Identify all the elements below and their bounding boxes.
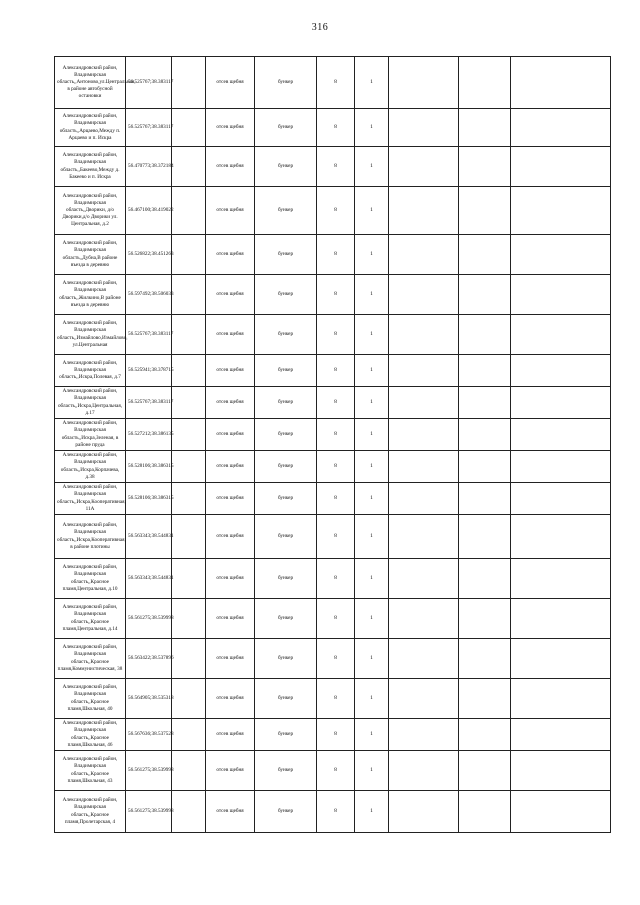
material-type-cell: отсев щебня <box>206 451 255 483</box>
empty-cell <box>459 639 511 679</box>
count-cell: 1 <box>355 315 389 355</box>
table-row <box>55 419 611 451</box>
table-row <box>55 57 611 109</box>
empty-cell <box>511 235 611 275</box>
table-row <box>55 559 611 599</box>
count-cell: 1 <box>355 451 389 483</box>
empty-cell <box>172 639 206 679</box>
empty-cell <box>459 599 511 639</box>
empty-cell <box>172 599 206 639</box>
count-cell: 1 <box>355 57 389 109</box>
coordinates-cell: 56.561275;38.539998 <box>126 599 172 639</box>
address-cell: Александровский район, Владимирская область,,Красное пламя,Школьная, 40 <box>55 679 126 719</box>
count-cell: 1 <box>355 751 389 791</box>
empty-cell <box>389 275 459 315</box>
table-row <box>55 515 611 559</box>
table-row <box>55 679 611 719</box>
volume-cell: 8 <box>317 791 355 833</box>
material-type-cell: отсев щебня <box>206 719 255 751</box>
empty-cell <box>511 187 611 235</box>
empty-cell <box>172 719 206 751</box>
empty-cell <box>511 275 611 315</box>
container-type-cell: бункер <box>255 235 317 275</box>
container-type-cell: бункер <box>255 791 317 833</box>
volume-cell: 8 <box>317 639 355 679</box>
coordinates-cell: 56.561275;38.539998 <box>126 751 172 791</box>
count-cell: 1 <box>355 419 389 451</box>
volume-cell: 8 <box>317 419 355 451</box>
empty-cell <box>172 679 206 719</box>
volume-cell: 8 <box>317 387 355 419</box>
address-cell: Александровский район, Владимирская область,,Арцаево,Между п. Арцаево и п. Искра <box>55 109 126 147</box>
coordinates-cell: 56.561275;38.539998 <box>126 791 172 833</box>
empty-cell <box>389 315 459 355</box>
count-cell: 1 <box>355 355 389 387</box>
empty-cell <box>511 147 611 187</box>
empty-cell <box>389 187 459 235</box>
empty-cell <box>511 109 611 147</box>
empty-cell <box>389 387 459 419</box>
empty-cell <box>511 679 611 719</box>
empty-cell <box>459 719 511 751</box>
volume-cell: 8 <box>317 355 355 387</box>
empty-cell <box>459 57 511 109</box>
empty-cell <box>511 483 611 515</box>
empty-cell <box>172 57 206 109</box>
coordinates-cell: 56.528106;38.386315 <box>126 451 172 483</box>
empty-cell <box>511 559 611 599</box>
empty-cell <box>459 679 511 719</box>
empty-cell <box>511 57 611 109</box>
waste-site-table <box>54 56 611 833</box>
material-type-cell: отсев щебня <box>206 791 255 833</box>
empty-cell <box>389 751 459 791</box>
empty-cell <box>172 559 206 599</box>
address-cell: Александровский район, Владимирская область,,Жилкино,В районе въезда в деревню <box>55 275 126 315</box>
table-row <box>55 719 611 751</box>
container-type-cell: бункер <box>255 719 317 751</box>
material-type-cell: отсев щебня <box>206 187 255 235</box>
empty-cell <box>459 451 511 483</box>
count-cell: 1 <box>355 599 389 639</box>
empty-cell <box>172 275 206 315</box>
table-row <box>55 483 611 515</box>
container-type-cell: бункер <box>255 275 317 315</box>
material-type-cell: отсев щебня <box>206 235 255 275</box>
address-cell: Александровский район, Владимирская область,,Бакеево,Между д. Бакеево и п. Искра <box>55 147 126 187</box>
empty-cell <box>172 109 206 147</box>
empty-cell <box>511 451 611 483</box>
coordinates-cell: 56.564905;38.535318 <box>126 679 172 719</box>
volume-cell: 8 <box>317 559 355 599</box>
coordinates-cell: 56.563343;38.544831 <box>126 559 172 599</box>
table-row <box>55 387 611 419</box>
material-type-cell: отсев щебня <box>206 57 255 109</box>
coordinates-cell: 56.526822;38.451263 <box>126 235 172 275</box>
empty-cell <box>389 559 459 599</box>
empty-cell <box>389 57 459 109</box>
container-type-cell: бункер <box>255 483 317 515</box>
container-type-cell: бункер <box>255 109 317 147</box>
coordinates-cell: 56.525767;38.383117 <box>126 109 172 147</box>
table-row <box>55 147 611 187</box>
container-type-cell: бункер <box>255 57 317 109</box>
material-type-cell: отсев щебня <box>206 483 255 515</box>
address-cell: Александровский район, Владимирская область,,Красное пламя,Пролетарская, 4 <box>55 791 126 833</box>
material-type-cell: отсев щебня <box>206 559 255 599</box>
container-type-cell: бункер <box>255 451 317 483</box>
empty-cell <box>389 147 459 187</box>
material-type-cell: отсев щебня <box>206 639 255 679</box>
empty-cell <box>172 791 206 833</box>
empty-cell <box>459 515 511 559</box>
empty-cell <box>459 483 511 515</box>
empty-cell <box>172 315 206 355</box>
coordinates-cell: 56.563343;38.544831 <box>126 515 172 559</box>
address-cell: Александровский район, Владимирская область,,Дубна,В районе въезда в деревню <box>55 235 126 275</box>
count-cell: 1 <box>355 515 389 559</box>
material-type-cell: отсев щебня <box>206 679 255 719</box>
table-row <box>55 109 611 147</box>
empty-cell <box>389 679 459 719</box>
empty-cell <box>389 235 459 275</box>
material-type-cell: отсев щебня <box>206 387 255 419</box>
table-row <box>55 791 611 833</box>
empty-cell <box>389 791 459 833</box>
empty-cell <box>389 451 459 483</box>
empty-cell <box>459 109 511 147</box>
material-type-cell: отсев щебня <box>206 275 255 315</box>
table-row <box>55 639 611 679</box>
table-row <box>55 275 611 315</box>
volume-cell: 8 <box>317 515 355 559</box>
address-cell: Александровский район, Владимирская область,,Искра,Корпачева, д.38 <box>55 451 126 483</box>
empty-cell <box>459 751 511 791</box>
empty-cell <box>389 355 459 387</box>
empty-cell <box>459 235 511 275</box>
table-row <box>55 599 611 639</box>
address-cell: Александровский район, Владимирская область,,Искра,Кооперативная, 11А <box>55 483 126 515</box>
empty-cell <box>389 419 459 451</box>
table-row <box>55 355 611 387</box>
address-cell: Александровский район, Владимирская область,,Искра,Кооперативная, в районе плотины <box>55 515 126 559</box>
empty-cell <box>172 147 206 187</box>
empty-cell <box>511 515 611 559</box>
volume-cell: 8 <box>317 483 355 515</box>
empty-cell <box>511 639 611 679</box>
container-type-cell: бункер <box>255 315 317 355</box>
empty-cell <box>172 187 206 235</box>
count-cell: 1 <box>355 559 389 599</box>
table-row <box>55 187 611 235</box>
container-type-cell: бункер <box>255 387 317 419</box>
empty-cell <box>389 599 459 639</box>
empty-cell <box>459 187 511 235</box>
table-row <box>55 451 611 483</box>
volume-cell: 8 <box>317 109 355 147</box>
empty-cell <box>172 515 206 559</box>
material-type-cell: отсев щебня <box>206 315 255 355</box>
material-type-cell: отсев щебня <box>206 515 255 559</box>
empty-cell <box>511 315 611 355</box>
empty-cell <box>172 451 206 483</box>
empty-cell <box>172 235 206 275</box>
empty-cell <box>511 355 611 387</box>
table-row <box>55 235 611 275</box>
volume-cell: 8 <box>317 315 355 355</box>
empty-cell <box>459 419 511 451</box>
empty-cell <box>459 275 511 315</box>
coordinates-cell: 56.567636;38.537528 <box>126 719 172 751</box>
page-number: 316 <box>311 22 329 33</box>
material-type-cell: отсев щебня <box>206 419 255 451</box>
address-cell: Александровский район, Владимирская область,,Красное пламя,Школьная, 46 <box>55 719 126 751</box>
volume-cell: 8 <box>317 147 355 187</box>
empty-cell <box>172 355 206 387</box>
empty-cell <box>389 719 459 751</box>
count-cell: 1 <box>355 147 389 187</box>
coordinates-cell: 56.597492;38.506033 <box>126 275 172 315</box>
count-cell: 1 <box>355 719 389 751</box>
container-type-cell: бункер <box>255 355 317 387</box>
volume-cell: 8 <box>317 57 355 109</box>
coordinates-cell: 56.528106;38.386315 <box>126 483 172 515</box>
empty-cell <box>459 315 511 355</box>
count-cell: 1 <box>355 679 389 719</box>
empty-cell <box>511 599 611 639</box>
volume-cell: 8 <box>317 751 355 791</box>
address-cell: Александровский район, Владимирская область,,Дворики, д/о Дворики,д/о Дворики ул. Центральная, д.2 <box>55 187 126 235</box>
coordinates-cell: 56.563422;38.537896 <box>126 639 172 679</box>
empty-cell <box>511 387 611 419</box>
count-cell: 1 <box>355 187 389 235</box>
empty-cell <box>511 719 611 751</box>
coordinates-cell: 56.470773;38.372184 <box>126 147 172 187</box>
volume-cell: 8 <box>317 451 355 483</box>
material-type-cell: отсев щебня <box>206 109 255 147</box>
count-cell: 1 <box>355 791 389 833</box>
coordinates-cell: 56.525767;38.383117 <box>126 57 172 109</box>
table-row <box>55 315 611 355</box>
address-cell: Александровский район, Владимирская область,,Измайлово,Измайлово, ул.Центральная <box>55 315 126 355</box>
container-type-cell: бункер <box>255 147 317 187</box>
coordinates-cell: 56.467100;38.419022 <box>126 187 172 235</box>
empty-cell <box>459 147 511 187</box>
empty-cell <box>511 751 611 791</box>
count-cell: 1 <box>355 109 389 147</box>
address-cell: Александровский район, Владимирская область,,Красное пламя,Центральная, д.14 <box>55 599 126 639</box>
material-type-cell: отсев щебня <box>206 147 255 187</box>
empty-cell <box>459 791 511 833</box>
empty-cell <box>459 355 511 387</box>
count-cell: 1 <box>355 483 389 515</box>
address-cell: Александровский район, Владимирская область,,Искра,Полевая, д.7 <box>55 355 126 387</box>
empty-cell <box>172 419 206 451</box>
container-type-cell: бункер <box>255 187 317 235</box>
address-cell: Александровский район, Владимирская область,,Красное пламя,Школьная, 43 <box>55 751 126 791</box>
empty-cell <box>172 387 206 419</box>
container-type-cell: бункер <box>255 599 317 639</box>
container-type-cell: бункер <box>255 679 317 719</box>
empty-cell <box>459 387 511 419</box>
table-row <box>55 751 611 791</box>
empty-cell <box>389 639 459 679</box>
material-type-cell: отсев щебня <box>206 599 255 639</box>
address-cell: Александровский район, Владимирская область,,Красное пламя,Коммунистическая, 38 <box>55 639 126 679</box>
material-type-cell: отсев щебня <box>206 355 255 387</box>
empty-cell <box>459 559 511 599</box>
volume-cell: 8 <box>317 235 355 275</box>
coordinates-cell: 56.525767;38.383117 <box>126 315 172 355</box>
coordinates-cell: 56.527212;38.386135 <box>126 419 172 451</box>
volume-cell: 8 <box>317 599 355 639</box>
empty-cell <box>389 483 459 515</box>
volume-cell: 8 <box>317 275 355 315</box>
empty-cell <box>511 419 611 451</box>
address-cell: Александровский район, Владимирская область,,Красное пламя,Центральная, д.10 <box>55 559 126 599</box>
empty-cell <box>511 791 611 833</box>
container-type-cell: бункер <box>255 515 317 559</box>
container-type-cell: бункер <box>255 751 317 791</box>
container-type-cell: бункер <box>255 639 317 679</box>
address-cell: Александровский район, Владимирская область,,Искра,Зеленая, в районе пруда <box>55 419 126 451</box>
material-type-cell: отсев щебня <box>206 751 255 791</box>
empty-cell <box>172 483 206 515</box>
volume-cell: 8 <box>317 679 355 719</box>
container-type-cell: бункер <box>255 419 317 451</box>
count-cell: 1 <box>355 235 389 275</box>
volume-cell: 8 <box>317 719 355 751</box>
address-cell: Александровский район, Владимирская область,,Искра,Центральная, д.17 <box>55 387 126 419</box>
count-cell: 1 <box>355 275 389 315</box>
empty-cell <box>389 515 459 559</box>
coordinates-cell: 56.525767;38.383117 <box>126 387 172 419</box>
count-cell: 1 <box>355 639 389 679</box>
container-type-cell: бункер <box>255 559 317 599</box>
count-cell: 1 <box>355 387 389 419</box>
coordinates-cell: 56.525941;38.378715 <box>126 355 172 387</box>
empty-cell <box>172 751 206 791</box>
volume-cell: 8 <box>317 187 355 235</box>
address-cell: Александровский район, Владимирская область,,Антоново,ул.Центральная, в районе автобусной остановки <box>55 57 126 109</box>
empty-cell <box>389 109 459 147</box>
